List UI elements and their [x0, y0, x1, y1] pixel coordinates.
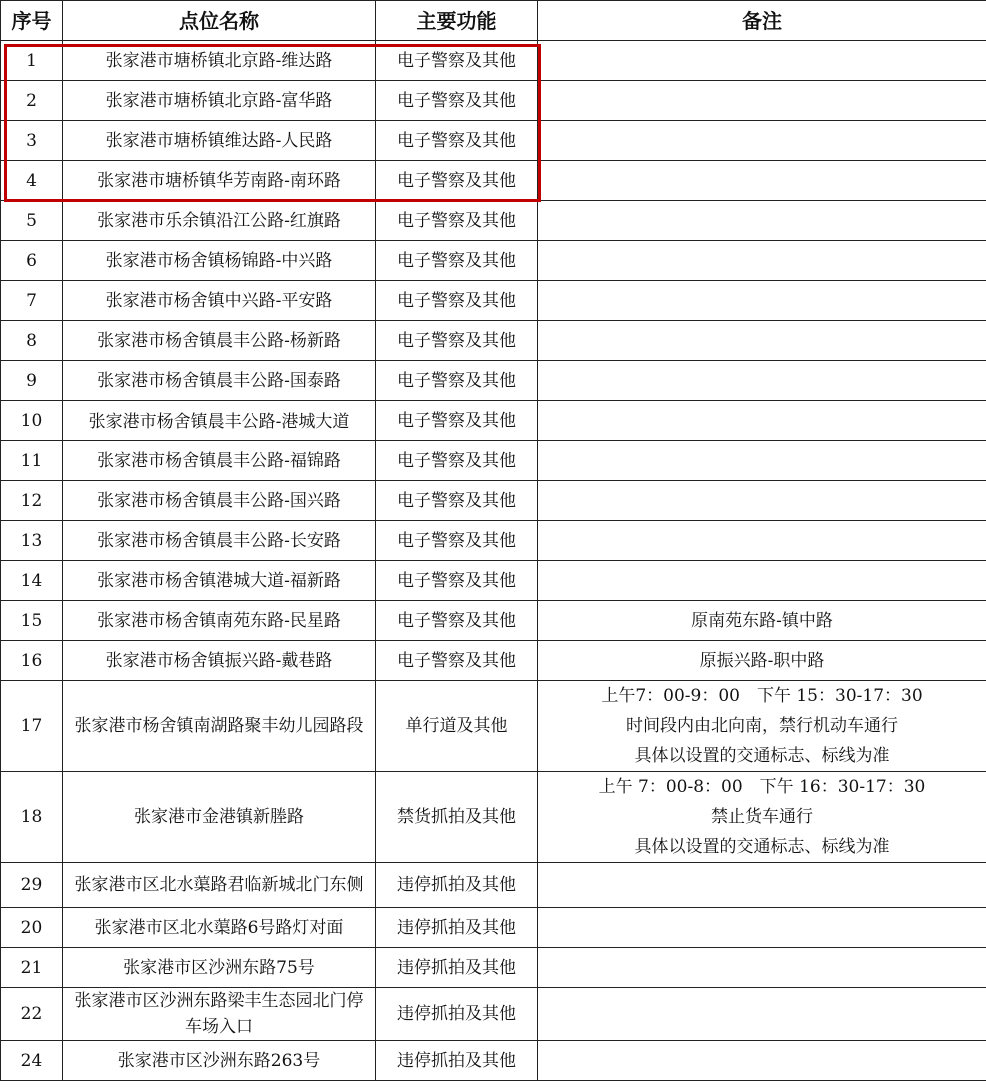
cell-function: 电子警察及其他: [376, 241, 538, 281]
cell-location: [63, 361, 376, 401]
header-remark: 备注: [538, 1, 986, 41]
cell-location-text: 张家港市金港镇新塍路: [134, 807, 304, 827]
cell-remark: [538, 1041, 986, 1081]
cell-seq: 3: [1, 121, 63, 161]
cell-remark: [538, 41, 986, 81]
cell-function: 电子警察及其他: [376, 521, 538, 561]
cell-function: 电子警察及其他: [376, 441, 538, 481]
table-row: [1, 948, 986, 988]
cell-location-text: 张家港市杨舍镇南苑东路-民星路: [97, 610, 341, 631]
cell-remark: [538, 521, 986, 561]
cell-seq: 9: [1, 361, 63, 401]
cell-location: [63, 481, 376, 521]
table-row: [1, 41, 986, 81]
cell-remark: [538, 201, 986, 241]
cell-function: 电子警察及其他: [376, 41, 538, 81]
cell-remark: [538, 988, 986, 1041]
cell-location: [63, 948, 376, 988]
table-row: [1, 361, 986, 401]
cell-seq: 16: [1, 641, 63, 681]
cell-seq: 22: [1, 988, 63, 1041]
table-row: [1, 321, 986, 361]
remark-line: 禁止货车通行: [711, 807, 813, 827]
cell-location: [63, 863, 376, 908]
cell-location-text: 张家港市杨舍镇振兴路-戴巷路: [105, 650, 333, 671]
cell-remark: [538, 948, 986, 988]
table-row: [1, 521, 986, 561]
cell-location: [63, 241, 376, 281]
table-row: [1, 441, 986, 481]
cell-remark: [538, 908, 986, 948]
cell-remark: [538, 601, 986, 641]
table-row: [1, 201, 986, 241]
cell-function: 电子警察及其他: [376, 361, 538, 401]
cell-remark: [538, 121, 986, 161]
cell-remark: [538, 641, 986, 681]
cell-location-text: 张家港市杨舍镇晨丰公路-港城大道: [88, 411, 350, 432]
cell-location-text: 张家港市区沙洲东路梁丰生态园北门停车场入口: [74, 991, 364, 1037]
table-row: [1, 161, 986, 201]
cell-seq: 13: [1, 521, 63, 561]
table-row: [1, 908, 986, 948]
cell-remark: [538, 401, 986, 441]
cell-location-text: 张家港市杨舍镇南湖路聚丰幼儿园路段: [74, 716, 364, 736]
table-row: [1, 863, 986, 908]
cell-location: [63, 81, 376, 121]
cell-location: [63, 988, 376, 1041]
table-row: [1, 641, 986, 681]
cell-location: [63, 121, 376, 161]
cell-location: [63, 1041, 376, 1081]
cell-function: 禁货抓拍及其他: [376, 772, 538, 863]
cell-seq: 8: [1, 321, 63, 361]
cell-remark: [538, 161, 986, 201]
remark-line: 具体以设置的交通标志、标线为准: [634, 837, 890, 857]
table-row: [1, 561, 986, 601]
cell-function: 电子警察及其他: [376, 401, 538, 441]
cell-location: [63, 441, 376, 481]
cell-seq: 24: [1, 1041, 63, 1081]
remark-line: 上午7：00-9：00 下午 15：30-17：30: [601, 686, 923, 706]
cell-location-text: 张家港市乐余镇沿江公路-红旗路: [97, 210, 341, 231]
cell-seq: 11: [1, 441, 63, 481]
cell-location-text: 张家港市塘桥镇华芳南路-南环路: [97, 170, 341, 191]
table-row: [1, 481, 986, 521]
cell-seq: 14: [1, 561, 63, 601]
cell-function: 违停抓拍及其他: [376, 988, 538, 1041]
cell-function: 电子警察及其他: [376, 481, 538, 521]
cell-function: 违停抓拍及其他: [376, 1041, 538, 1081]
cell-seq: 4: [1, 161, 63, 201]
cell-location: [63, 908, 376, 948]
remark-line: 原振兴路-职中路: [699, 650, 825, 671]
table-row: [1, 281, 986, 321]
cell-location-text: 张家港市杨舍镇晨丰公路-国泰路: [97, 370, 341, 391]
cell-location-text: 张家港市杨舍镇晨丰公路-长安路: [97, 530, 341, 551]
cell-seq: 6: [1, 241, 63, 281]
cell-location-text: 张家港市塘桥镇维达路-人民路: [105, 130, 333, 151]
cell-location-text: 张家港市杨舍镇杨锦路-中兴路: [105, 250, 333, 271]
cell-remark: [538, 241, 986, 281]
cell-remark: [538, 321, 986, 361]
cell-location: [63, 772, 376, 863]
table-row: [1, 401, 986, 441]
header-row: [1, 1, 986, 41]
table-row: [1, 772, 986, 863]
cell-location-text: 张家港市区沙洲东路75号: [123, 957, 315, 978]
cell-location-text: 张家港市区北水蕖路君临新城北门东侧: [74, 875, 364, 895]
cell-function: 电子警察及其他: [376, 161, 538, 201]
cell-location: [63, 41, 376, 81]
cell-seq: 12: [1, 481, 63, 521]
cell-location: [63, 201, 376, 241]
cell-seq: 2: [1, 81, 63, 121]
cell-location-text: 张家港市杨舍镇晨丰公路-杨新路: [97, 330, 341, 351]
cell-location-text: 张家港市杨舍镇晨丰公路-福锦路: [97, 450, 341, 471]
cell-function: 违停抓拍及其他: [376, 863, 538, 908]
cell-location: [63, 601, 376, 641]
cell-location-text: 张家港市杨舍镇港城大道-福新路: [97, 570, 341, 591]
cell-function: 电子警察及其他: [376, 561, 538, 601]
cell-location-text: 张家港市区北水蕖路6号路灯对面: [94, 917, 344, 938]
cell-location-text: 张家港市杨舍镇晨丰公路-国兴路: [97, 490, 341, 511]
cell-location: [63, 281, 376, 321]
cell-seq: 7: [1, 281, 63, 321]
cell-location-text: 张家港市塘桥镇北京路-富华路: [105, 90, 333, 111]
table-row: [1, 601, 986, 641]
cell-function: 单行道及其他: [376, 681, 538, 772]
cell-seq: 18: [1, 772, 63, 863]
remark-line: 原南苑东路-镇中路: [691, 610, 833, 631]
cell-function: 违停抓拍及其他: [376, 908, 538, 948]
cell-function: 电子警察及其他: [376, 201, 538, 241]
cell-seq: 15: [1, 601, 63, 641]
cell-seq: 21: [1, 948, 63, 988]
remark-line: 具体以设置的交通标志、标线为准: [634, 746, 890, 766]
cell-remark: [538, 281, 986, 321]
cell-remark: [538, 561, 986, 601]
header-location: 点位名称: [63, 1, 376, 41]
cell-location: [63, 401, 376, 441]
table-row: [1, 988, 986, 1041]
cell-function: 电子警察及其他: [376, 121, 538, 161]
cell-location-text: 张家港市塘桥镇北京路-维达路: [105, 50, 333, 71]
cell-seq: 1: [1, 41, 63, 81]
cell-remark: [538, 681, 986, 772]
cell-function: 电子警察及其他: [376, 321, 538, 361]
cell-seq: 10: [1, 401, 63, 441]
cell-location: [63, 321, 376, 361]
cell-location: [63, 521, 376, 561]
cell-location: [63, 681, 376, 772]
header-function: 主要功能: [376, 1, 538, 41]
remark-line: 上午 7：00-8：00 下午 16：30-17：30: [598, 777, 926, 797]
cell-seq: 29: [1, 863, 63, 908]
cell-seq: 20: [1, 908, 63, 948]
cell-location-text: 张家港市区沙洲东路263号: [117, 1050, 321, 1071]
cell-location: [63, 641, 376, 681]
cell-function: 电子警察及其他: [376, 641, 538, 681]
table-row: [1, 1041, 986, 1081]
cell-location-text: 张家港市杨舍镇中兴路-平安路: [105, 290, 333, 311]
table-row: [1, 81, 986, 121]
cell-location: [63, 561, 376, 601]
cell-remark: [538, 441, 986, 481]
table-body: [1, 41, 986, 1081]
cell-seq: 17: [1, 681, 63, 772]
cell-remark: [538, 81, 986, 121]
cell-function: 电子警察及其他: [376, 601, 538, 641]
table-row: [1, 241, 986, 281]
header-seq: 序号: [1, 1, 63, 41]
cell-location: [63, 161, 376, 201]
table-row: [1, 681, 986, 772]
table-row: [1, 121, 986, 161]
cell-function: 电子警察及其他: [376, 281, 538, 321]
cell-remark: [538, 772, 986, 863]
cell-function: 电子警察及其他: [376, 81, 538, 121]
cell-function: 违停抓拍及其他: [376, 948, 538, 988]
cell-seq: 5: [1, 201, 63, 241]
cell-remark: [538, 361, 986, 401]
cell-remark: [538, 481, 986, 521]
remark-line: 时间段内由北向南，禁行机动车通行: [626, 716, 898, 736]
cell-remark: [538, 863, 986, 908]
